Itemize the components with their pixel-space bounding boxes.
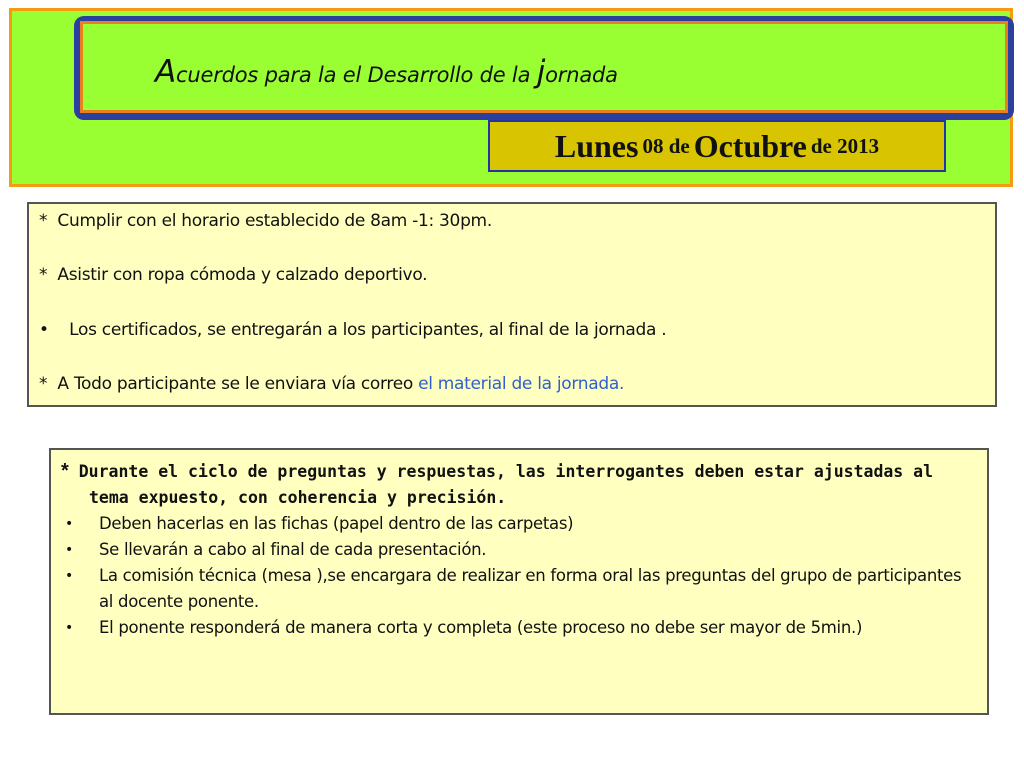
date-month: Octubre: [693, 127, 807, 164]
rule-item: * A Todo participante se le enviara vía correo el material de la jornada.: [39, 374, 625, 394]
title-banner: [80, 21, 1008, 113]
qa-list: [61, 511, 977, 641]
qa-box: [49, 448, 989, 715]
list-item: • Se llevarán a cabo al final de cada presentación.: [65, 540, 487, 559]
date-day: Lunes: [554, 127, 639, 164]
slide-title: Acuerdos para la el Desarrollo de la jornada: [155, 54, 618, 90]
date-year: de 2013: [810, 133, 880, 158]
rule-item: * Asistir con ropa cómoda y calzado deportivo.: [39, 265, 428, 285]
list-item: • El ponente responderá de manera corta y completa (este proceso no debe ser mayor de 5min.): [65, 618, 863, 637]
date-banner: [488, 120, 946, 172]
date-day-number: 08 de: [642, 133, 690, 158]
qa-lead-paragraph: * Durante el ciclo de preguntas y respuestas, las interrogantes deben estar ajustadas al tema expuesto, con coherencia y precisión.: [61, 460, 934, 507]
rule-item: • Los certificados, se entregarán a los participantes, al final de la jornada .: [39, 320, 667, 340]
list-item: • Deben hacerlas en las fichas (papel dentro de las carpetas): [65, 514, 574, 533]
rules-box: [27, 202, 997, 407]
material-link-text: el material de la jornada.: [418, 374, 625, 394]
list-item: • La comisión técnica (mesa ),se encargara de realizar en forma oral las preguntas del grupo de participantes al docente ponente.: [65, 566, 962, 611]
rule-item: * Cumplir con el horario establecido de 8am -1: 30pm.: [39, 211, 492, 231]
